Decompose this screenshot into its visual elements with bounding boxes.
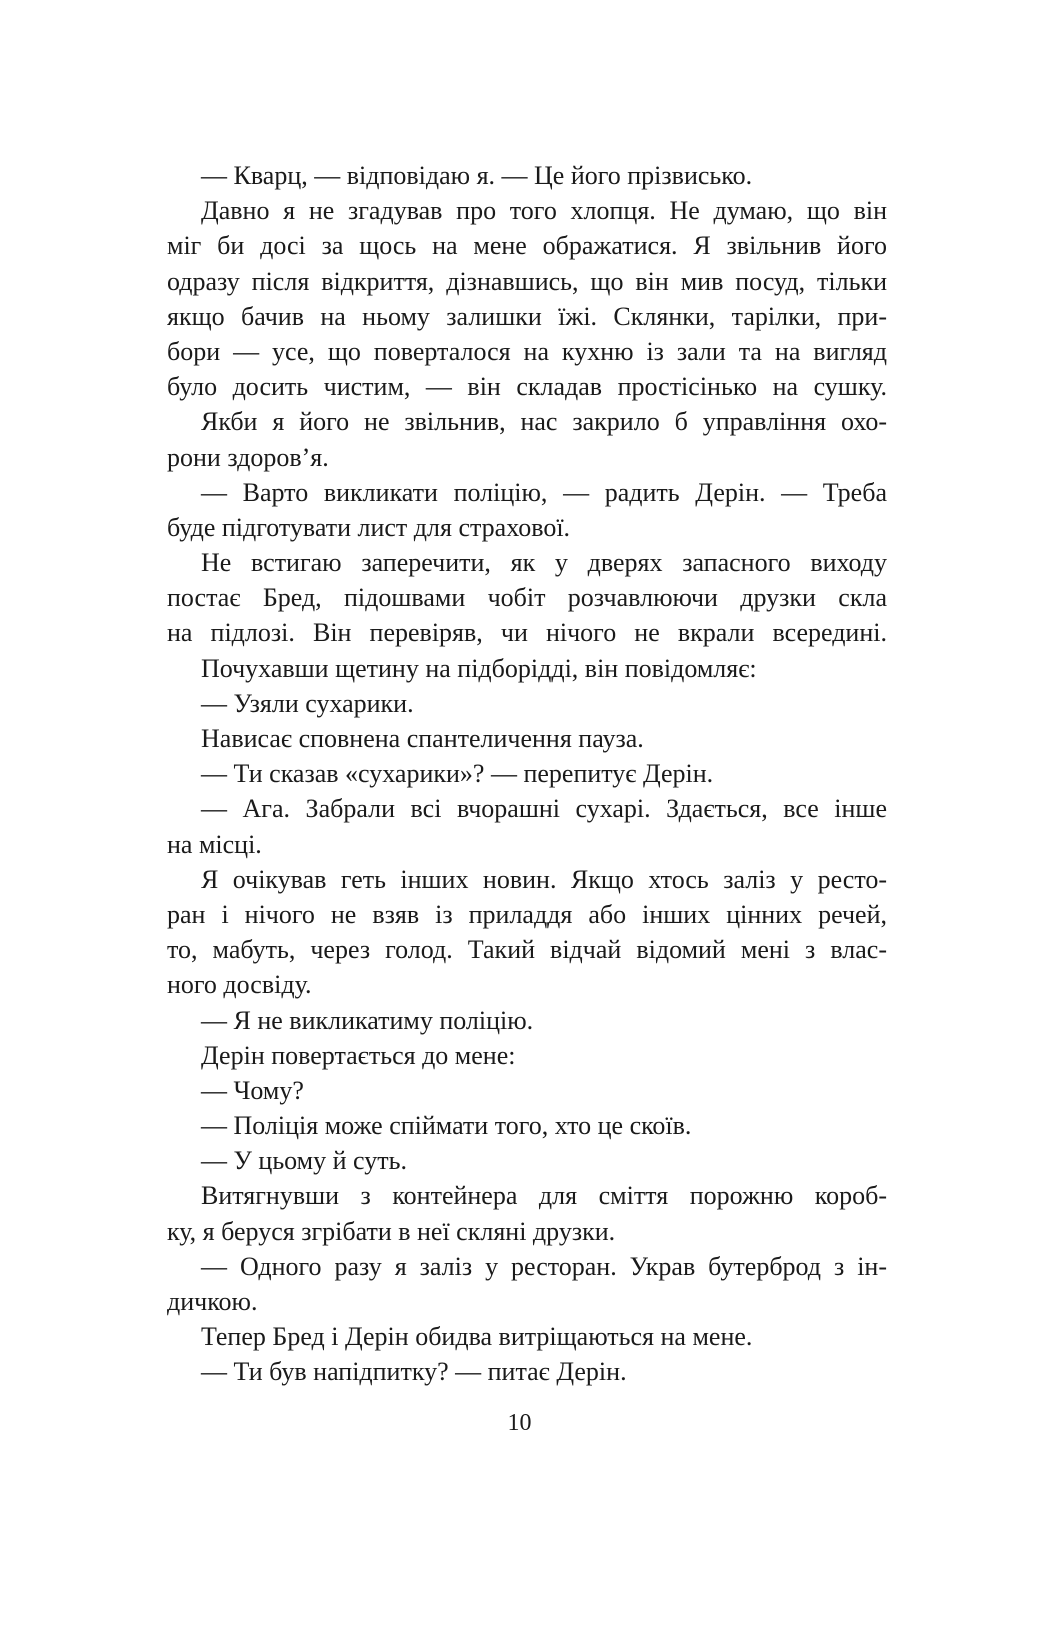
text-line: ного досвіду. (167, 970, 312, 1000)
text-line: рони здоров’я. (167, 442, 329, 472)
text-line: — Ти сказав «сухарики»? — перепитує Дерін. (201, 759, 714, 789)
text-line: Нависає сповнена спантеличення пауза. (201, 724, 644, 753)
text-line: міг би досі за щось на мене ображатися. Я звільнив його (167, 231, 887, 261)
text-line: — Поліція може спіймати того, хто це скоїв. (201, 1111, 692, 1141)
text-line: Якби я його не звільнив, нас закрило б управління охо- (201, 407, 887, 437)
page-body-text (167, 158, 887, 1390)
text-line: — Узяли сухарики. (201, 688, 414, 718)
text-line: — Я не викликатиму поліцію. (201, 1005, 534, 1035)
text-line: Давно я не згадував про того хлопця. Не думаю, що він (201, 196, 887, 226)
text-line: ку, я беруся згрібати в неї скляні друзки. (167, 1216, 616, 1246)
text-line: то, мабуть, через голод. Такий відчай відомий мені з влас- (167, 935, 887, 965)
text-line: бори — усе, що поверталося на кухню із зали та на вигляд (167, 336, 887, 366)
text-line: дичкою. (167, 1287, 258, 1316)
text-line: Не встигаю заперечити, як у дверях запасного виходу (201, 548, 887, 578)
text-line: на місці. (167, 829, 262, 859)
text-line: — Ага. Забрали всі вчорашні сухарі. Здається, все інше (201, 794, 887, 824)
text-line: Почухавши щетину на підборідді, він повідомляє: (201, 653, 757, 683)
page-number: 10 (507, 1410, 532, 1436)
text-line: Витягнувши з контейнера для сміття порожню короб- (201, 1181, 887, 1211)
text-line: ран і нічого не взяв із приладдя або інших цінних речей, (167, 899, 887, 929)
text-line: на підлозі. Він перевіряв, чи нічого не вкрали всередині. (167, 618, 887, 648)
text-line: — Чому? (201, 1075, 304, 1105)
text-line: Я очікував геть інших новин. Якщо хтось заліз у ресто- (201, 864, 887, 894)
text-line: Дерін повертається до мене: (201, 1040, 516, 1070)
text-line: одразу після відкриття, дізнавшись, що він мив посуд, тільки (167, 266, 887, 296)
text-line: — У цьому й суть. (201, 1146, 407, 1176)
text-line: — Кварц, — відповідаю я. — Це його прізвисько. (201, 161, 753, 190)
text-line: Тепер Бред і Дерін обидва витріщаються на мене. (201, 1322, 753, 1352)
text-line: було досить чистим, — він складав простісінько на сушку. (167, 372, 887, 402)
text-line: якщо бачив на ньому залишки їжі. Склянки, тарілки, при- (167, 301, 887, 331)
text-line: — Ти був напідпитку? — питає Дерін. (201, 1357, 627, 1387)
text-line: — Варто викликати поліцію, — радить Дерін. — Треба (201, 477, 887, 507)
text-line: постає Бред, підошвами чобіт розчавлюючи друзки скла (167, 583, 887, 613)
text-line: — Одного разу я заліз у ресторан. Украв бутерброд з ін- (201, 1251, 887, 1281)
text-line: буде підготувати лист для страхової. (167, 512, 571, 542)
